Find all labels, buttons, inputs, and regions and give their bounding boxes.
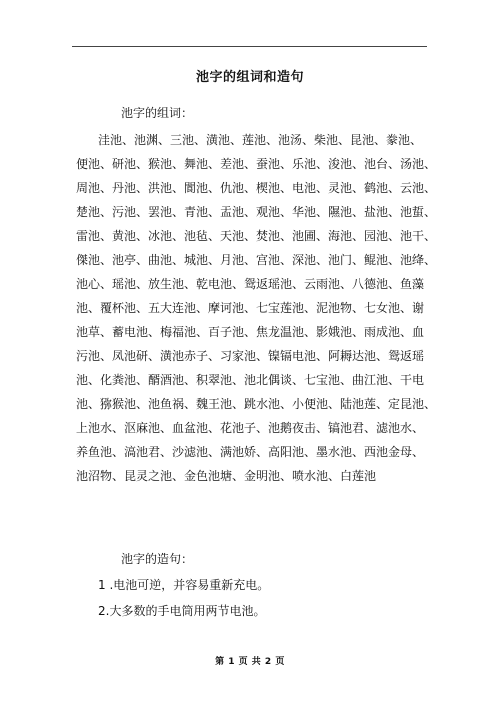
word-line: 雷池、黄池、冰池、池毡、天池、焚池、池圃、海池、园池、池干、 [76, 229, 437, 243]
word-line: 池心、瑶池、放生池、乾电池、鸳返瑶池、云雨池、八德池、鱼藻 [76, 277, 425, 291]
page-title: 池字的组词和造句 [195, 70, 304, 85]
word-line: 污池、凤池研、潢池赤子、习家池、镍镉电池、阿耨达池、鸳返瑶 [76, 349, 425, 363]
word-line: 养鱼池、滈池君、沙滤池、满池娇、高阳池、墨水池、西池金母、 [76, 445, 425, 459]
sentences-heading: 池字的造句： [121, 552, 194, 566]
word-list [76, 128, 437, 488]
word-line: 池沼物、昆灵之池、金色池塘、金明池、喷水池、白莲池 [76, 469, 377, 483]
word-line: 傑池、池亭、曲池、城池、月池、宫池、深池、池门、鲲池、池绛、 [76, 253, 437, 267]
word-line: 周池、丹池、洪池、閬池、仇池、楔池、电池、灵池、鹤池、云池、 [76, 181, 437, 195]
word-line: 池、猕猴池、池鱼祸、魏王池、跳水池、小便池、陆池莲、定昆池、 [76, 397, 437, 411]
header-rule [72, 46, 427, 47]
word-line: 上池水、沤麻池、血盆池、花池子、池鹅夜击、镐池君、滤池水、 [76, 421, 425, 435]
sentence-item: 2.大多数的手电筒用两节电池。 [98, 604, 266, 618]
word-line: 便池、研池、猴池、舞池、差池、蚕池、乐池、浚池、池台、汤池、 [76, 157, 437, 171]
word-line: 池草、蓄电池、梅福池、百子池、焦龙温池、影娥池、雨成池、血 [76, 325, 425, 339]
word-line: 洼池、池渊、三池、潢池、莲池、池汤、柴池、昆池、豢池、 [98, 133, 423, 147]
page-footer: 第 1 页 共 2 页 [215, 657, 285, 667]
word-line: 楚池、污池、罢池、青池、盂池、观池、华池、隰池、盐池、池蜇、 [76, 205, 437, 219]
sentence-item: 1 .电池可逆，并容易重新充电。 [98, 578, 270, 592]
words-heading: 池字的组词： [121, 106, 194, 120]
word-line: 池、化粪池、醑酒池、积翠池、池北偶谈、七宝池、曲江池、干电 [76, 373, 425, 387]
word-line: 池、覆杯池、五大连池、摩诃池、七宝莲池、泥池物、七女池、谢 [76, 301, 425, 315]
